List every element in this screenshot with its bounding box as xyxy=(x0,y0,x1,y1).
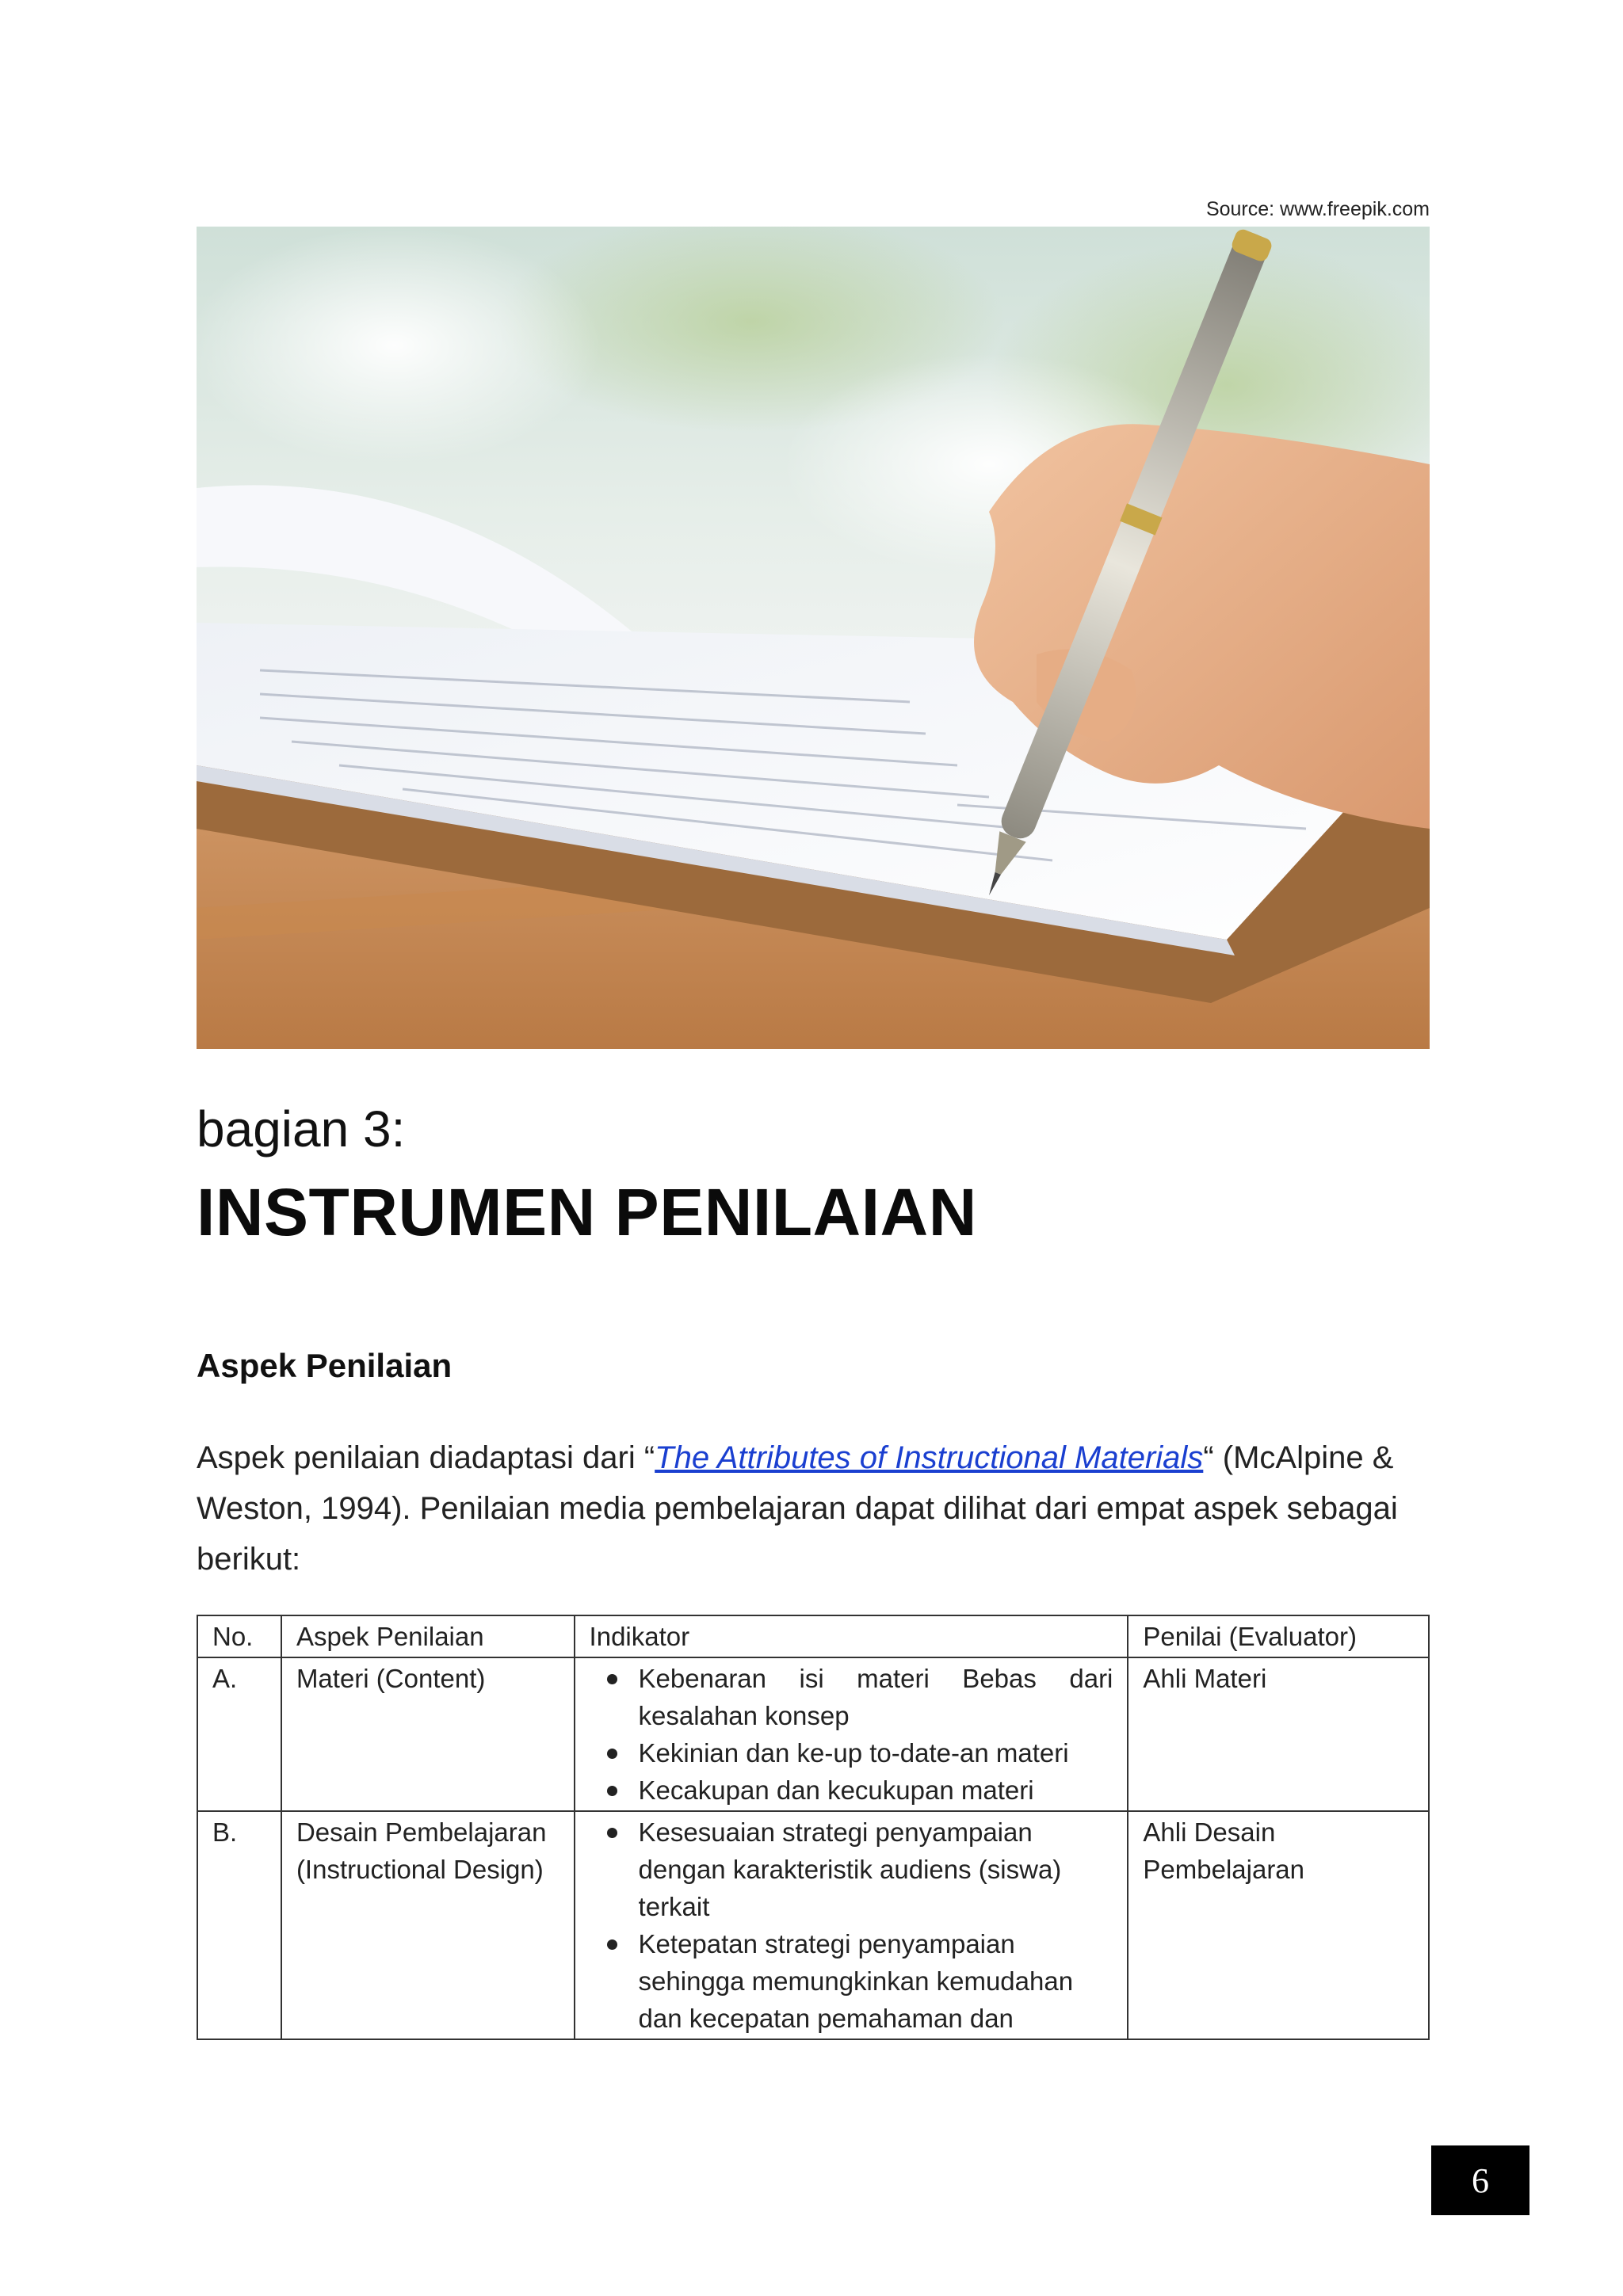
section-title: INSTRUMEN PENILAIAN xyxy=(197,1175,977,1249)
aspect-paragraph xyxy=(197,1432,1433,1585)
header-evaluator: Penilai (Evaluator) xyxy=(1128,1615,1429,1657)
indicator-item: Ketepatan strategi penyampaian sehingga memungkinkan kemudahan dan kecepatan pemahaman dan xyxy=(639,1925,1113,2037)
header-indicator: Indikator xyxy=(575,1615,1128,1657)
hand-writing-photo xyxy=(197,227,1430,1049)
row-evaluator: Ahli Materi xyxy=(1128,1657,1429,1811)
row-evaluator: Ahli Desain Pembelajaran xyxy=(1128,1811,1429,2039)
table-row xyxy=(197,1811,1429,2039)
aspect-heading: Aspek Penilaian xyxy=(197,1347,453,1384)
row-indicators xyxy=(575,1657,1128,1811)
indicator-list xyxy=(590,1660,1113,1809)
table-row xyxy=(197,1657,1429,1811)
photo-illustration xyxy=(197,227,1430,1049)
header-aspect: Aspek Penilaian xyxy=(281,1615,575,1657)
assessment-table xyxy=(197,1615,1430,2040)
image-source-caption: Source: www.freepik.com xyxy=(1205,198,1430,220)
indicator-item: Kesesuaian strategi penyampaian dengan karakteristik audiens (siswa) terkait xyxy=(639,1814,1113,1925)
indicator-item: Kecakupan dan kecukupan materi xyxy=(639,1772,1113,1809)
table-header-row xyxy=(197,1615,1429,1657)
paragraph-text-after: “ (McAlpine & Weston, 1994). Penilaian media pembelajaran dapat dilihat dari empat aspek sebagai berikut: xyxy=(197,1440,1398,1577)
row-aspect: Materi (Content) xyxy=(281,1657,575,1811)
row-indicators xyxy=(575,1811,1128,2039)
indicator-item: Kekinian dan ke-up to-date-an materi xyxy=(639,1734,1113,1772)
section-kicker: bagian 3: xyxy=(197,1100,406,1158)
page-number: 6 xyxy=(1431,2145,1529,2215)
indicator-list xyxy=(590,1814,1113,2037)
row-number: A. xyxy=(197,1657,281,1811)
row-aspect: Desain Pembelajaran (Instructional Design) xyxy=(281,1811,575,2039)
instructional-materials-link[interactable]: The Attributes of Instructional Materials xyxy=(655,1440,1204,1475)
paragraph-text-before: Aspek penilaian diadaptasi dari “ xyxy=(197,1440,655,1475)
indicator-item: Kebenaran isi materi Bebas dari kesalahan konsep xyxy=(639,1660,1113,1734)
row-number: B. xyxy=(197,1811,281,2039)
header-no: No. xyxy=(197,1615,281,1657)
